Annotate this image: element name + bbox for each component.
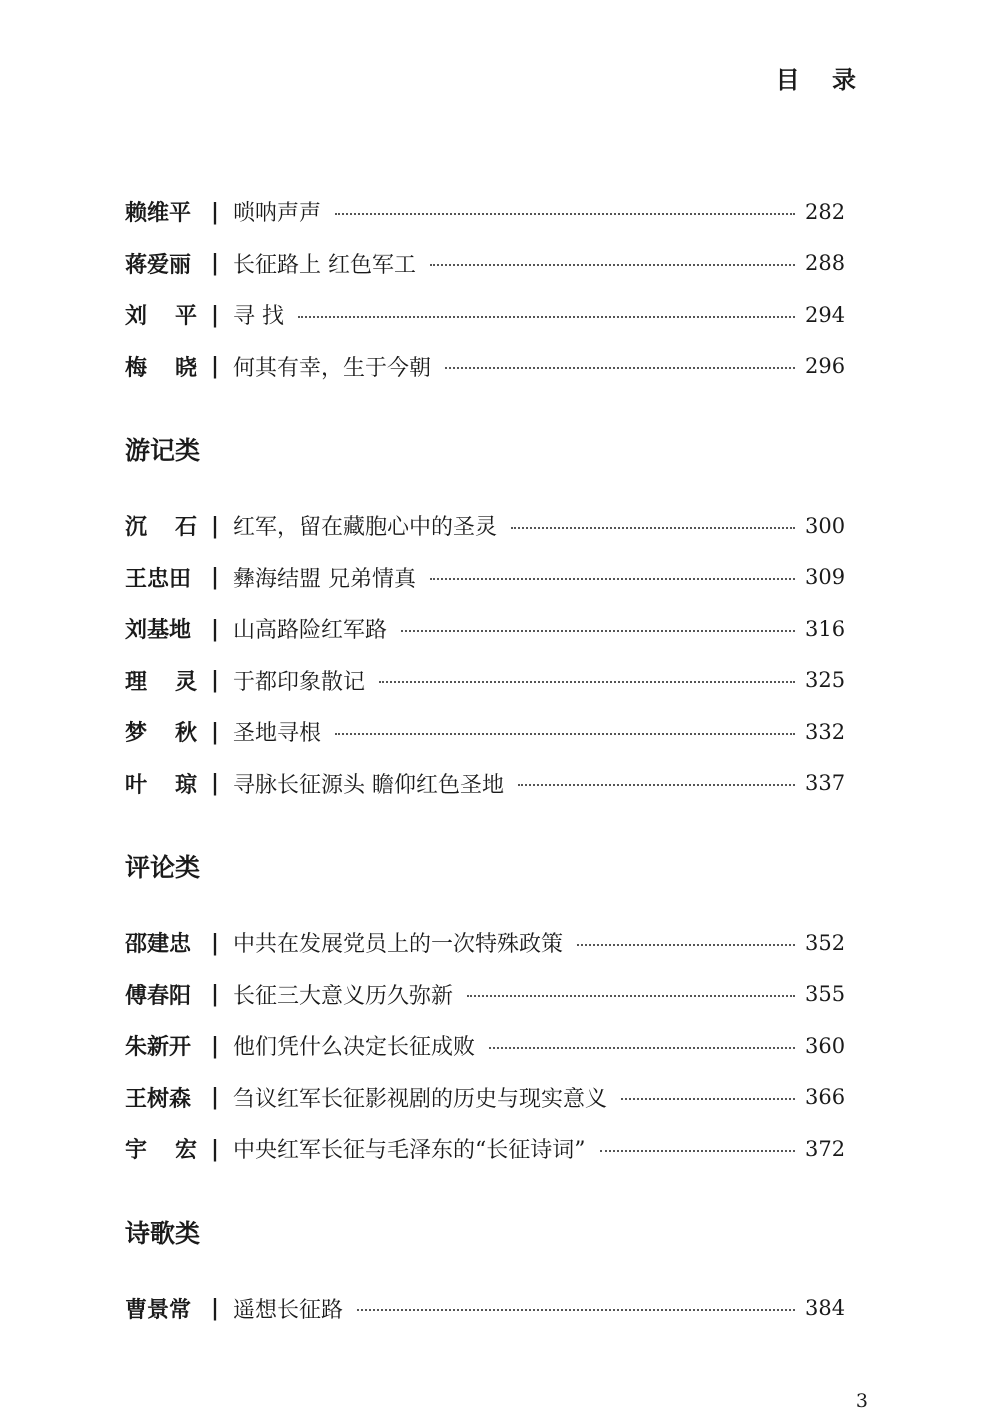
toc-entry[interactable]	[125, 969, 846, 1021]
entry-title: 红军，留在藏胞心中的圣灵	[233, 515, 498, 541]
entry-title: 于都印象散记	[233, 669, 366, 695]
entry-page-number: 372	[805, 1136, 846, 1161]
entry-author: 朱新开	[125, 1034, 192, 1061]
entry-title: 长征三大意义历久弥新	[233, 983, 454, 1009]
entry-author: 邵建忠	[125, 931, 192, 958]
page-number: 3	[855, 1390, 868, 1412]
dot-leader	[511, 527, 795, 529]
entry-page-number: 384	[805, 1296, 846, 1321]
entry-author: 王树森	[125, 1085, 192, 1112]
dot-leader	[489, 1047, 795, 1049]
entry-title: 寻脉长征源头 瞻仰红色圣地	[233, 772, 504, 798]
author-justified	[125, 299, 197, 330]
toc-entry[interactable]	[125, 706, 846, 758]
group-spacer	[125, 392, 841, 430]
entry-title: 遥想长征路	[233, 1297, 344, 1323]
section-spacer	[125, 472, 841, 500]
entry-title: 刍议红军长征影视剧的历史与现实意义	[233, 1086, 608, 1112]
entry-separator: |	[210, 981, 219, 1008]
entry-title: 寻 找	[233, 304, 284, 330]
toc-entry[interactable]	[125, 238, 846, 290]
author-justified	[125, 716, 197, 747]
entry-title: 中央红军长征与毛泽东的“长征诗词”	[233, 1138, 586, 1164]
entry-separator: |	[210, 198, 219, 225]
entry-page-number: 360	[805, 1033, 846, 1058]
section-spacer	[125, 1255, 841, 1283]
entry-page-number: 366	[805, 1085, 846, 1110]
entry-page-number: 296	[805, 354, 846, 379]
entry-author	[125, 665, 197, 696]
author-justified	[125, 1133, 197, 1164]
toc-entry[interactable]	[125, 1123, 846, 1175]
toc-entry[interactable]	[125, 1283, 846, 1335]
entry-title: 何其有幸，生于今朝	[233, 355, 432, 381]
entry-author: 赖维平	[125, 200, 192, 227]
entry-separator: |	[210, 353, 219, 380]
entry-separator: |	[210, 1135, 219, 1162]
dot-leader	[430, 264, 795, 266]
entry-author	[125, 351, 197, 382]
entry-page-number: 332	[805, 719, 846, 744]
dot-leader	[335, 213, 795, 215]
section-title: 诗歌类	[125, 1218, 201, 1248]
entry-author	[125, 1133, 197, 1164]
toc-entry[interactable]	[125, 1072, 846, 1124]
toc-entry[interactable]	[125, 1020, 846, 1072]
author-char: 秋	[174, 720, 197, 747]
dot-leader	[577, 944, 795, 946]
entry-author: 曹景常	[125, 1296, 192, 1323]
entry-separator: |	[210, 512, 219, 539]
dot-leader	[401, 630, 795, 632]
entry-page-number: 300	[805, 513, 846, 538]
entry-page-number: 355	[805, 982, 846, 1007]
entry-title: 山高路险红军路	[233, 618, 388, 644]
entry-author	[125, 768, 197, 799]
entry-separator: |	[210, 929, 219, 956]
entry-title: 唢呐声声	[233, 201, 322, 227]
entry-title: 他们凭什么决定长征成败	[233, 1035, 476, 1061]
entry-author	[125, 510, 197, 541]
author-justified	[125, 510, 197, 541]
author-char: 宇	[125, 1137, 148, 1164]
entry-page-number: 325	[805, 668, 846, 693]
entry-separator: |	[210, 667, 219, 694]
entry-separator: |	[210, 250, 219, 277]
section-title: 评论类	[125, 853, 201, 882]
entry-title: 圣地寻根	[233, 721, 322, 747]
toc-entry[interactable]	[125, 186, 846, 238]
toc-entry[interactable]	[125, 758, 846, 810]
toc-entry[interactable]	[125, 500, 846, 552]
author-char: 叶	[125, 771, 148, 798]
entry-author: 蒋爱丽	[125, 251, 192, 278]
entry-separator: |	[210, 564, 219, 591]
author-char: 石	[174, 514, 197, 541]
author-char: 梅	[125, 354, 148, 381]
entry-page-number: 352	[805, 930, 846, 955]
dot-leader	[298, 316, 795, 318]
author-justified	[125, 351, 197, 382]
entry-separator: |	[210, 718, 219, 745]
toc-entry[interactable]	[125, 552, 846, 604]
section-title: 游记类	[125, 436, 201, 465]
entry-page-number: 288	[805, 251, 846, 276]
author-char: 理	[125, 668, 148, 695]
entry-author: 刘基地	[125, 617, 192, 644]
author-justified	[125, 768, 197, 799]
entry-author: 王忠田	[125, 565, 192, 592]
author-char: 平	[174, 303, 197, 330]
toc-entry[interactable]	[125, 655, 846, 707]
author-char: 灵	[174, 668, 197, 695]
group-spacer	[125, 809, 841, 847]
entry-separator: |	[210, 770, 219, 797]
entry-author: 傅春阳	[125, 982, 192, 1009]
author-char: 宏	[174, 1137, 197, 1164]
entry-page-number: 294	[805, 302, 846, 327]
dot-leader	[445, 367, 795, 369]
toc-entry[interactable]	[125, 603, 846, 655]
dot-leader	[430, 578, 795, 580]
author-justified	[125, 665, 197, 696]
entry-separator: |	[210, 301, 219, 328]
author-char: 梦	[125, 720, 148, 747]
dot-leader	[335, 733, 795, 735]
entry-page-number: 316	[805, 616, 846, 641]
toc-entry[interactable]	[125, 341, 846, 393]
entry-title: 中共在发展党员上的一次特殊政策	[233, 932, 564, 958]
toc-entry[interactable]	[125, 917, 846, 969]
entry-author	[125, 716, 197, 747]
section-spacer	[125, 889, 841, 917]
entry-page-number: 309	[805, 565, 846, 590]
entry-author	[125, 299, 197, 330]
dot-leader	[467, 995, 795, 997]
entry-separator: |	[210, 1084, 219, 1111]
dot-leader	[379, 681, 795, 683]
entry-separator: |	[210, 615, 219, 642]
toc-entry[interactable]	[125, 289, 846, 341]
running-header: 目 录	[775, 65, 868, 94]
entry-title: 彝海结盟 兄弟情真	[233, 566, 416, 592]
table-of-contents	[125, 186, 846, 1334]
dot-leader	[600, 1150, 796, 1152]
dot-leader	[621, 1098, 795, 1100]
entry-page-number: 282	[805, 199, 846, 224]
author-char: 沉	[125, 514, 148, 541]
author-char: 琼	[174, 771, 197, 798]
author-char: 刘	[125, 303, 148, 330]
dot-leader	[357, 1309, 795, 1311]
dot-leader	[518, 784, 795, 786]
entry-separator: |	[210, 1295, 219, 1322]
entry-page-number: 337	[805, 771, 846, 796]
entry-separator: |	[210, 1032, 219, 1059]
author-char: 晓	[174, 354, 197, 381]
group-spacer	[125, 1175, 841, 1213]
entry-title: 长征路上 红色军工	[233, 252, 416, 278]
